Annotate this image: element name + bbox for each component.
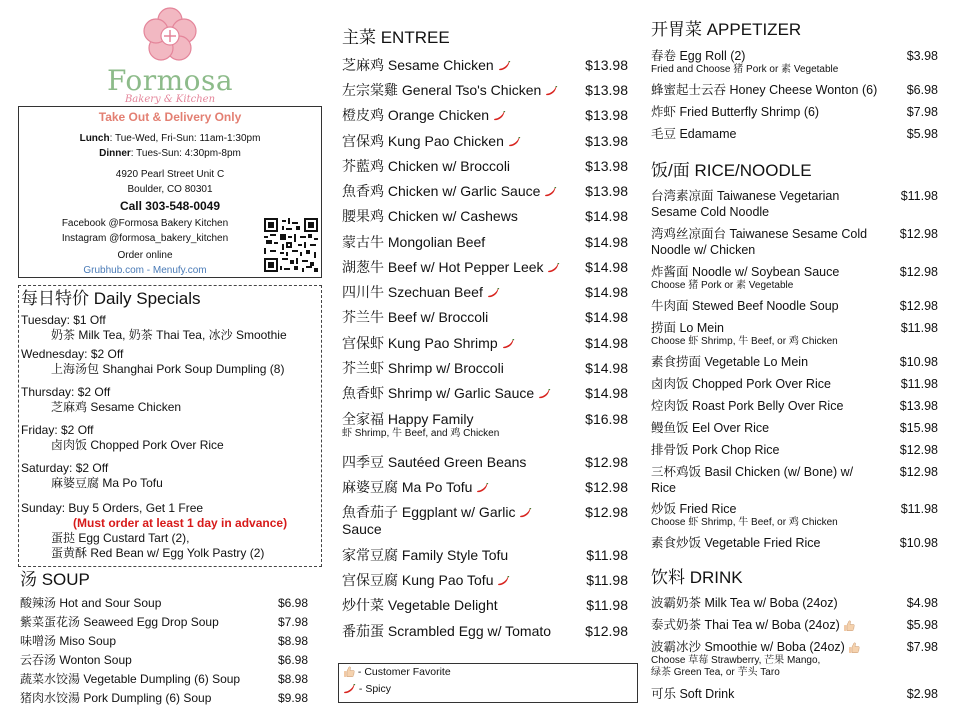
menu-item <box>342 547 628 564</box>
menu-item <box>342 234 628 251</box>
menu-item <box>342 309 628 326</box>
chili-pepper-icon <box>547 263 560 274</box>
item-price: $11.98 <box>586 597 628 613</box>
item-price: $3.98 <box>906 49 938 63</box>
menu-item <box>342 284 628 301</box>
item-name: 家常豆腐 Family Style Tofu <box>342 547 509 563</box>
drink-title: 饮料 DRINK <box>651 568 743 587</box>
menu-item <box>342 133 628 150</box>
item-name: 宫保虾 Kung Pao Shrimp <box>342 335 498 351</box>
soup-title: 汤 SOUP <box>20 570 90 589</box>
item-name: 蔬菜水饺湯 Vegetable Dumpling (6) Soup <box>20 672 241 686</box>
item-name: 鳗鱼饭 Eel Over Rice <box>651 421 770 435</box>
item-note-2: 绿茶 Green Tea, or 芋头 Taro <box>651 667 780 678</box>
chili-pepper-icon <box>502 339 515 350</box>
item-name: 味噌汤 Miso Soup <box>20 634 117 648</box>
lunch-label: Lunch <box>79 133 110 144</box>
item-price: $8.98 <box>277 634 308 648</box>
item-price: $11.98 <box>900 377 938 391</box>
item-note: 虾 Shrimp, 牛 Beef, and 鸡 Chicken <box>342 428 500 439</box>
item-price: $11.98 <box>900 189 938 203</box>
menu-item <box>20 671 308 687</box>
lunch-hours <box>19 131 321 146</box>
menu-item <box>651 535 938 551</box>
dinner-hours-text: : Tues-Sun: 4:30pm-8pm <box>130 148 241 159</box>
special-thursday-items: 芝麻鸡 Sesame Chicken <box>51 400 182 414</box>
menu-item <box>651 82 938 98</box>
menu-item <box>651 686 938 702</box>
item-name: 云吞汤 Wonton Soup <box>20 653 132 667</box>
item-price: $10.98 <box>899 536 938 550</box>
menu-item <box>651 104 938 120</box>
facebook-handle: Facebook @Formosa Bakery Kitchen <box>61 218 229 229</box>
logo-name: Formosa <box>106 64 234 97</box>
menu-item <box>342 208 628 225</box>
qr-code <box>264 218 318 272</box>
menu-item <box>651 442 938 458</box>
entree-title: 主菜 ENTREE <box>342 28 450 47</box>
legend-favorite <box>343 664 637 681</box>
item-name: 芥兰牛 Beef w/ Broccoli <box>342 309 489 325</box>
item-name: 春卷 Egg Roll (2) <box>651 49 746 63</box>
item-price: $14.98 <box>585 208 628 224</box>
item-price: $12.98 <box>585 454 628 470</box>
menu-item <box>342 385 628 402</box>
item-name-cont: Rice <box>651 481 677 495</box>
menu-item <box>651 501 938 529</box>
item-price: $12.98 <box>899 443 938 457</box>
menu-item <box>20 633 308 649</box>
chili-pepper-icon <box>498 61 511 72</box>
item-name: 台湾素凉面 Taiwanese Vegetarian <box>651 189 840 203</box>
qr-code-icon <box>264 218 318 272</box>
menu-item <box>342 411 628 440</box>
thumbs-up-icon <box>843 620 855 632</box>
item-name-cont: Sesame Cold Noodle <box>651 205 770 219</box>
item-name: 猪肉水饺湯 Pork Dumpling (6) Soup <box>20 691 212 705</box>
item-name: 魚香虾 Shrimp w/ Garlic Sauce <box>342 385 535 401</box>
item-price: $12.98 <box>585 504 628 520</box>
item-price: $7.98 <box>906 105 938 119</box>
item-price: $13.98 <box>585 133 628 149</box>
item-name: 宫保豆腐 Kung Pao Tofu <box>342 572 494 588</box>
item-name: 芥藍鸡 Chicken w/ Broccoli <box>342 158 511 174</box>
special-tuesday: Tuesday: $1 Off <box>21 313 106 327</box>
dinner-hours <box>19 146 321 161</box>
item-name: 焢肉饭 Roast Pork Belly Over Rice <box>651 399 844 413</box>
item-price: $12.98 <box>899 465 938 479</box>
item-price: $13.98 <box>585 107 628 123</box>
phone-number[interactable]: Call 303-548-0049 <box>119 199 221 213</box>
menu-item <box>342 158 628 175</box>
special-sunday-item-1: 蛋挞 Egg Custard Tart (2), <box>51 531 190 545</box>
menu-item <box>20 614 308 630</box>
item-name: 蒙古牛 Mongolian Beef <box>342 234 486 250</box>
info-header: Take Out & Delivery Only <box>98 110 242 124</box>
item-name: 宫保鸡 Kung Pao Chicken <box>342 133 504 149</box>
menu-item <box>342 335 628 352</box>
item-name: 四季豆 Sautéed Green Beans <box>342 454 527 470</box>
item-price: $11.98 <box>586 572 628 588</box>
menu-item <box>651 595 938 611</box>
menu-item <box>651 188 938 220</box>
item-name: 湖葱牛 Beef w/ Hot Pepper Leek <box>342 259 544 275</box>
legend-spicy <box>343 681 637 698</box>
menu-item <box>651 639 938 679</box>
item-price: $14.98 <box>585 234 628 250</box>
chili-pepper-icon <box>545 86 558 97</box>
menu-item <box>342 479 628 496</box>
item-price: $11.98 <box>900 321 938 335</box>
rice-noodle-title: 饭/面 RICE/NOODLE <box>651 161 812 180</box>
item-name: 湾鸡丝凉面台 Taiwanese Sesame Cold <box>651 227 868 241</box>
chili-pepper-icon <box>343 684 356 695</box>
item-name: 橙皮鸡 Orange Chicken <box>342 107 490 123</box>
item-name-cont: Noodle w/ Chicken <box>651 243 756 257</box>
item-name: 波霸奶茶 Milk Tea w/ Boba (24oz) <box>651 596 838 610</box>
item-name: 全家福 Happy Family <box>342 411 474 427</box>
grubhub-link[interactable]: Grubhub.com <box>83 265 144 276</box>
item-name: 麻婆豆腐 Ma Po Tofu <box>342 479 473 495</box>
chili-pepper-icon <box>497 576 510 587</box>
item-note: Choose 草莓 Strawberry, 芒果 Mango, <box>651 655 821 666</box>
item-price: $13.98 <box>585 183 628 199</box>
menu-item <box>342 107 628 124</box>
item-price: $4.98 <box>906 596 938 610</box>
item-name: 番茄蛋 Scrambled Egg w/ Tomato <box>342 623 552 639</box>
special-thursday: Thursday: $2 Off <box>21 385 111 399</box>
item-price: $15.98 <box>899 421 938 435</box>
menu-item <box>20 595 308 611</box>
item-price: $9.98 <box>277 691 308 705</box>
item-name: 波霸冰沙 Smoothie w/ Boba (24oz) <box>651 640 845 654</box>
item-price: $7.98 <box>277 615 308 629</box>
item-price: $14.98 <box>585 335 628 351</box>
item-price: $14.98 <box>585 259 628 275</box>
item-name: 炸酱面 Noodle w/ Soybean Sauce <box>651 265 840 279</box>
menu-item <box>342 597 628 614</box>
item-name: 泰式奶茶 Thai Tea w/ Boba (24oz) <box>651 618 840 632</box>
special-wednesday: Wednesday: $2 Off <box>21 347 124 361</box>
menu-item <box>651 420 938 436</box>
address-line-1: 4920 Pearl Street Unit C <box>115 169 225 180</box>
item-name: 素食捞面 Vegetable Lo Mein <box>651 355 809 369</box>
special-sunday-item-2: 蛋黄酥 Red Bean w/ Egg Yolk Pastry (2) <box>51 546 265 560</box>
menu-item <box>651 398 938 414</box>
menu-item <box>651 617 938 633</box>
thumbs-up-icon <box>343 666 355 678</box>
item-price: $11.98 <box>900 502 938 516</box>
logo-subtitle: Bakery & Kitchen <box>124 94 216 105</box>
item-name: 毛豆 Edamame <box>651 127 737 141</box>
item-name: 四川牛 Szechuan Beef <box>342 284 483 300</box>
item-note: Choose 猪 Pork or 素 Vegetable <box>651 280 794 291</box>
item-price: $14.98 <box>585 284 628 300</box>
menufy-link[interactable]: Menufy.com <box>152 265 207 276</box>
item-name: 捞面 Lo Mein <box>651 321 724 335</box>
menu-item <box>651 464 938 496</box>
menu-item <box>651 226 938 258</box>
menu-item <box>342 183 628 200</box>
chili-pepper-icon <box>544 187 557 198</box>
legend-favorite-label: - Customer Favorite <box>357 666 451 678</box>
item-price: $14.98 <box>585 385 628 401</box>
item-price: $13.98 <box>585 82 628 98</box>
menu-item <box>651 264 938 292</box>
daily-specials-box <box>18 285 322 567</box>
item-name: 炒什菜 Vegetable Delight <box>342 597 498 613</box>
dinner-label: Dinner <box>99 148 131 159</box>
chili-pepper-icon <box>538 389 551 400</box>
item-price: $5.98 <box>906 618 938 632</box>
special-friday: Friday: $2 Off <box>21 423 94 437</box>
item-name: 酸辣汤 Hot and Sour Soup <box>20 596 162 610</box>
flower-logo-icon <box>139 6 201 66</box>
menu-item <box>20 690 308 706</box>
menu-item <box>342 360 628 377</box>
item-name: 炸虾 Fried Butterfly Shrimp (6) <box>651 105 820 119</box>
item-name: 左宗棠雞 General Tso's Chicken <box>342 82 542 98</box>
special-tuesday-items: 奶茶 Milk Tea, 奶茶 Thai Tea, 冰沙 Smoothie <box>51 328 287 342</box>
item-name: 紫菜蛋花汤 Seaweed Egg Drop Soup <box>20 615 219 629</box>
item-name: 魚香茄子 Eggplant w/ Garlic <box>342 504 516 520</box>
chili-pepper-icon <box>519 508 532 519</box>
item-name: 素食炒饭 Vegetable Fried Rice <box>651 536 821 550</box>
menu-item <box>342 454 628 471</box>
item-name-cont: Sauce <box>342 521 382 537</box>
item-name: 排骨饭 Pork Chop Rice <box>651 443 780 457</box>
item-price: $14.98 <box>585 360 628 376</box>
menu-item <box>651 48 938 76</box>
item-name: 芝麻鸡 Sesame Chicken <box>342 57 494 73</box>
link-separator: - <box>143 265 153 276</box>
special-saturday: Saturday: $2 Off <box>21 461 109 475</box>
item-price: $6.98 <box>906 83 938 97</box>
legend-box <box>338 663 638 703</box>
item-name: 蜂蜜起士云吞 Honey Cheese Wonton (6) <box>651 83 878 97</box>
menu-item <box>342 572 628 589</box>
chili-pepper-icon <box>493 111 506 122</box>
specials-title: 每日特价 Daily Specials <box>21 289 201 308</box>
chili-pepper-icon <box>487 288 500 299</box>
item-name: 腰果鸡 Chicken w/ Cashews <box>342 208 518 224</box>
order-online-label: Order online <box>117 250 173 261</box>
chili-pepper-icon <box>508 137 521 148</box>
instagram-handle: Instagram @formosa_bakery_kitchen <box>61 233 229 244</box>
appetizer-title: 开胃菜 APPETIZER <box>651 20 802 39</box>
menu-item <box>342 82 628 99</box>
legend-spicy-label: - Spicy <box>358 683 392 695</box>
item-name: 可乐 Soft Drink <box>651 687 735 701</box>
item-price: $2.98 <box>906 687 938 701</box>
item-price: $12.98 <box>899 299 938 313</box>
item-note: Choose 虾 Shrimp, 牛 Beef, or 鸡 Chicken <box>651 517 838 528</box>
item-price: $11.98 <box>586 547 628 563</box>
item-name: 牛肉面 Stewed Beef Noodle Soup <box>651 299 839 313</box>
menu-item <box>20 652 308 668</box>
item-name: 炒饭 Fried Rice <box>651 502 737 516</box>
item-price: $13.98 <box>585 57 628 73</box>
special-wednesday-items: 上海汤包 Shanghai Pork Soup Dumpling (8) <box>51 362 285 376</box>
item-name: 三杯鸡饭 Basil Chicken (w/ Bone) w/ <box>651 465 854 479</box>
item-price: $10.98 <box>899 355 938 369</box>
item-price: $12.98 <box>585 479 628 495</box>
menu-item <box>651 126 938 142</box>
item-price: $12.98 <box>899 265 938 279</box>
special-sunday: Sunday: Buy 5 Orders, Get 1 Free <box>21 501 204 515</box>
item-price: $13.98 <box>585 158 628 174</box>
item-price: $16.98 <box>585 411 628 427</box>
thumbs-up-icon <box>848 642 860 654</box>
item-price: $12.98 <box>585 623 628 639</box>
item-name: 芥兰虾 Shrimp w/ Broccoli <box>342 360 504 376</box>
item-price: $6.98 <box>277 596 308 610</box>
special-sunday-note: (Must order at least 1 day in advance) <box>73 516 288 530</box>
item-price: $5.98 <box>906 127 938 141</box>
item-note: Fried and Choose 猪 Pork or 素 Vegetable <box>651 64 839 75</box>
menu-item <box>651 354 938 370</box>
item-price: $12.98 <box>899 227 938 241</box>
item-price: $6.98 <box>277 653 308 667</box>
item-price: $8.98 <box>277 672 308 686</box>
menu-item <box>342 623 628 640</box>
item-name: 卤肉饭 Chopped Pork Over Rice <box>651 377 831 391</box>
menu-item <box>342 259 628 276</box>
item-note: Choose 虾 Shrimp, 牛 Beef, or 鸡 Chicken <box>651 336 838 347</box>
menu-item <box>651 376 938 392</box>
menu-item <box>651 320 938 348</box>
item-price: $7.98 <box>906 640 938 654</box>
chili-pepper-icon <box>476 483 489 494</box>
menu-item <box>342 504 628 538</box>
item-price: $14.98 <box>585 309 628 325</box>
special-saturday-items: 麻婆豆腐 Ma Po Tofu <box>51 476 163 490</box>
lunch-hours-text: : Tue-Wed, Fri-Sun: 11am-1:30pm <box>109 133 261 144</box>
special-friday-items: 卤肉饭 Chopped Pork Over Rice <box>51 438 224 452</box>
address-line-2: Boulder, CO 80301 <box>127 184 213 195</box>
item-name: 魚香鸡 Chicken w/ Garlic Sauce <box>342 183 541 199</box>
menu-item <box>651 298 938 314</box>
logo <box>100 6 240 104</box>
item-price: $13.98 <box>899 399 938 413</box>
menu-item <box>342 57 628 74</box>
